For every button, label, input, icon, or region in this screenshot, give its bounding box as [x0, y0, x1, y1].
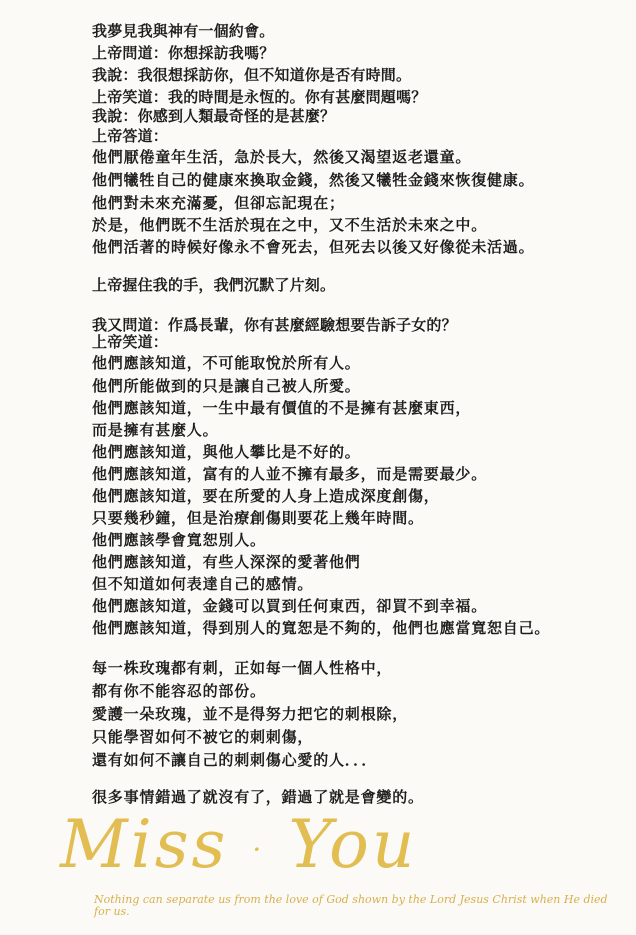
poem-line: 只要幾秒鐘，但是治療創傷則要花上幾年時間。 [92, 509, 424, 527]
poem-line: 而是擁有甚麼人。 [92, 421, 219, 439]
poem-line: 上帝答道： [92, 127, 169, 145]
poem-line: 他們犧牲自己的健康來換取金錢，然後又犧牲金錢來恢復健康。 [92, 171, 535, 189]
poem-line: 他們活著的時候好像永不會死去，但死去以後又好像從未活過。 [92, 238, 535, 256]
poem-line: 只能學習如何不被它的刺刺傷， [92, 728, 314, 746]
poem-line: 他們應該知道，與他人攀比是不好的。 [92, 443, 361, 461]
poem-line: 他們應該知道，一生中最有價值的不是擁有甚麼東西， [92, 399, 472, 417]
poem-line: 我夢見我與神有一個約會。 [92, 22, 275, 40]
miss-you-dot: · [252, 833, 265, 866]
poem-line: 每一株玫瑰都有刺，正如每一個人性格中， [92, 659, 393, 677]
poem-line: 但不知道如何表達自己的感情。 [92, 575, 314, 593]
poem-line: 愛護一朵玫瑰，並不是得努力把它的刺根除， [92, 705, 409, 723]
poem-line: 他們應該知道，不可能取悅於所有人。 [92, 354, 361, 372]
poem-line: 都有你不能容忍的部份。 [92, 682, 266, 700]
poem-line: 我又問道：作爲長輩，你有甚麼經驗想要告訴子女的？ [92, 316, 457, 334]
poem-line: 還有如何不讓自己的刺刺傷心愛的人．．． [92, 751, 378, 769]
poem-line: 我說：你感到人類最奇怪的是甚麼？ [92, 107, 336, 125]
poem-line: 上帝笑道：我的時間是永恆的。你有甚麼問題嗎？ [92, 88, 427, 106]
bible-caption: Nothing can separate us from the love of God shown by the Lord Jesus Christ when He died for us. [94, 893, 608, 918]
poem-line: 他們所能做到的只是讓自己被人所愛。 [92, 377, 361, 395]
miss-you-title [60, 806, 418, 885]
poem-line: 他們對未來充滿憂，但卻忘記現在； [92, 194, 345, 212]
poem-line: 他們應該知道，要在所愛的人身上造成深度創傷， [92, 487, 440, 505]
poem-line: 很多事情錯過了就沒有了，錯過了就是會變的。 [92, 788, 424, 806]
poem-line: 我說：我很想採訪你，但不知道你是否有時間。 [92, 66, 412, 84]
poem-line: 上帝問道：你想採訪我嗎？ [92, 44, 275, 62]
poem-line: 他們應該知道，有些人深深的愛著他們 [92, 553, 361, 571]
poem-line: 他們應該學會寬恕別人。 [92, 531, 266, 549]
poem-line: 他們應該知道，得到別人的寬恕是不夠的，他們也應當寬恕自己。 [92, 619, 551, 637]
poem-line: 他們應該知道，富有的人並不擁有最多，而是需要最少。 [92, 465, 488, 483]
poem-line: 於是，他們既不生活於現在之中，又不生活於未來之中。 [92, 216, 488, 234]
poem-line: 上帝握住我的手，我們沉默了片刻。 [92, 276, 336, 294]
miss-you-word-miss: Miss [60, 806, 229, 883]
poem-line: 上帝笑道： [92, 333, 169, 351]
poem-line: 他們厭倦童年生活，急於長大，然後又渴望返老還童。 [92, 148, 472, 166]
poem-line: 他們應該知道，金錢可以買到任何東西，卻買不到幸福。 [92, 597, 488, 615]
miss-you-word-you: You [288, 806, 418, 883]
